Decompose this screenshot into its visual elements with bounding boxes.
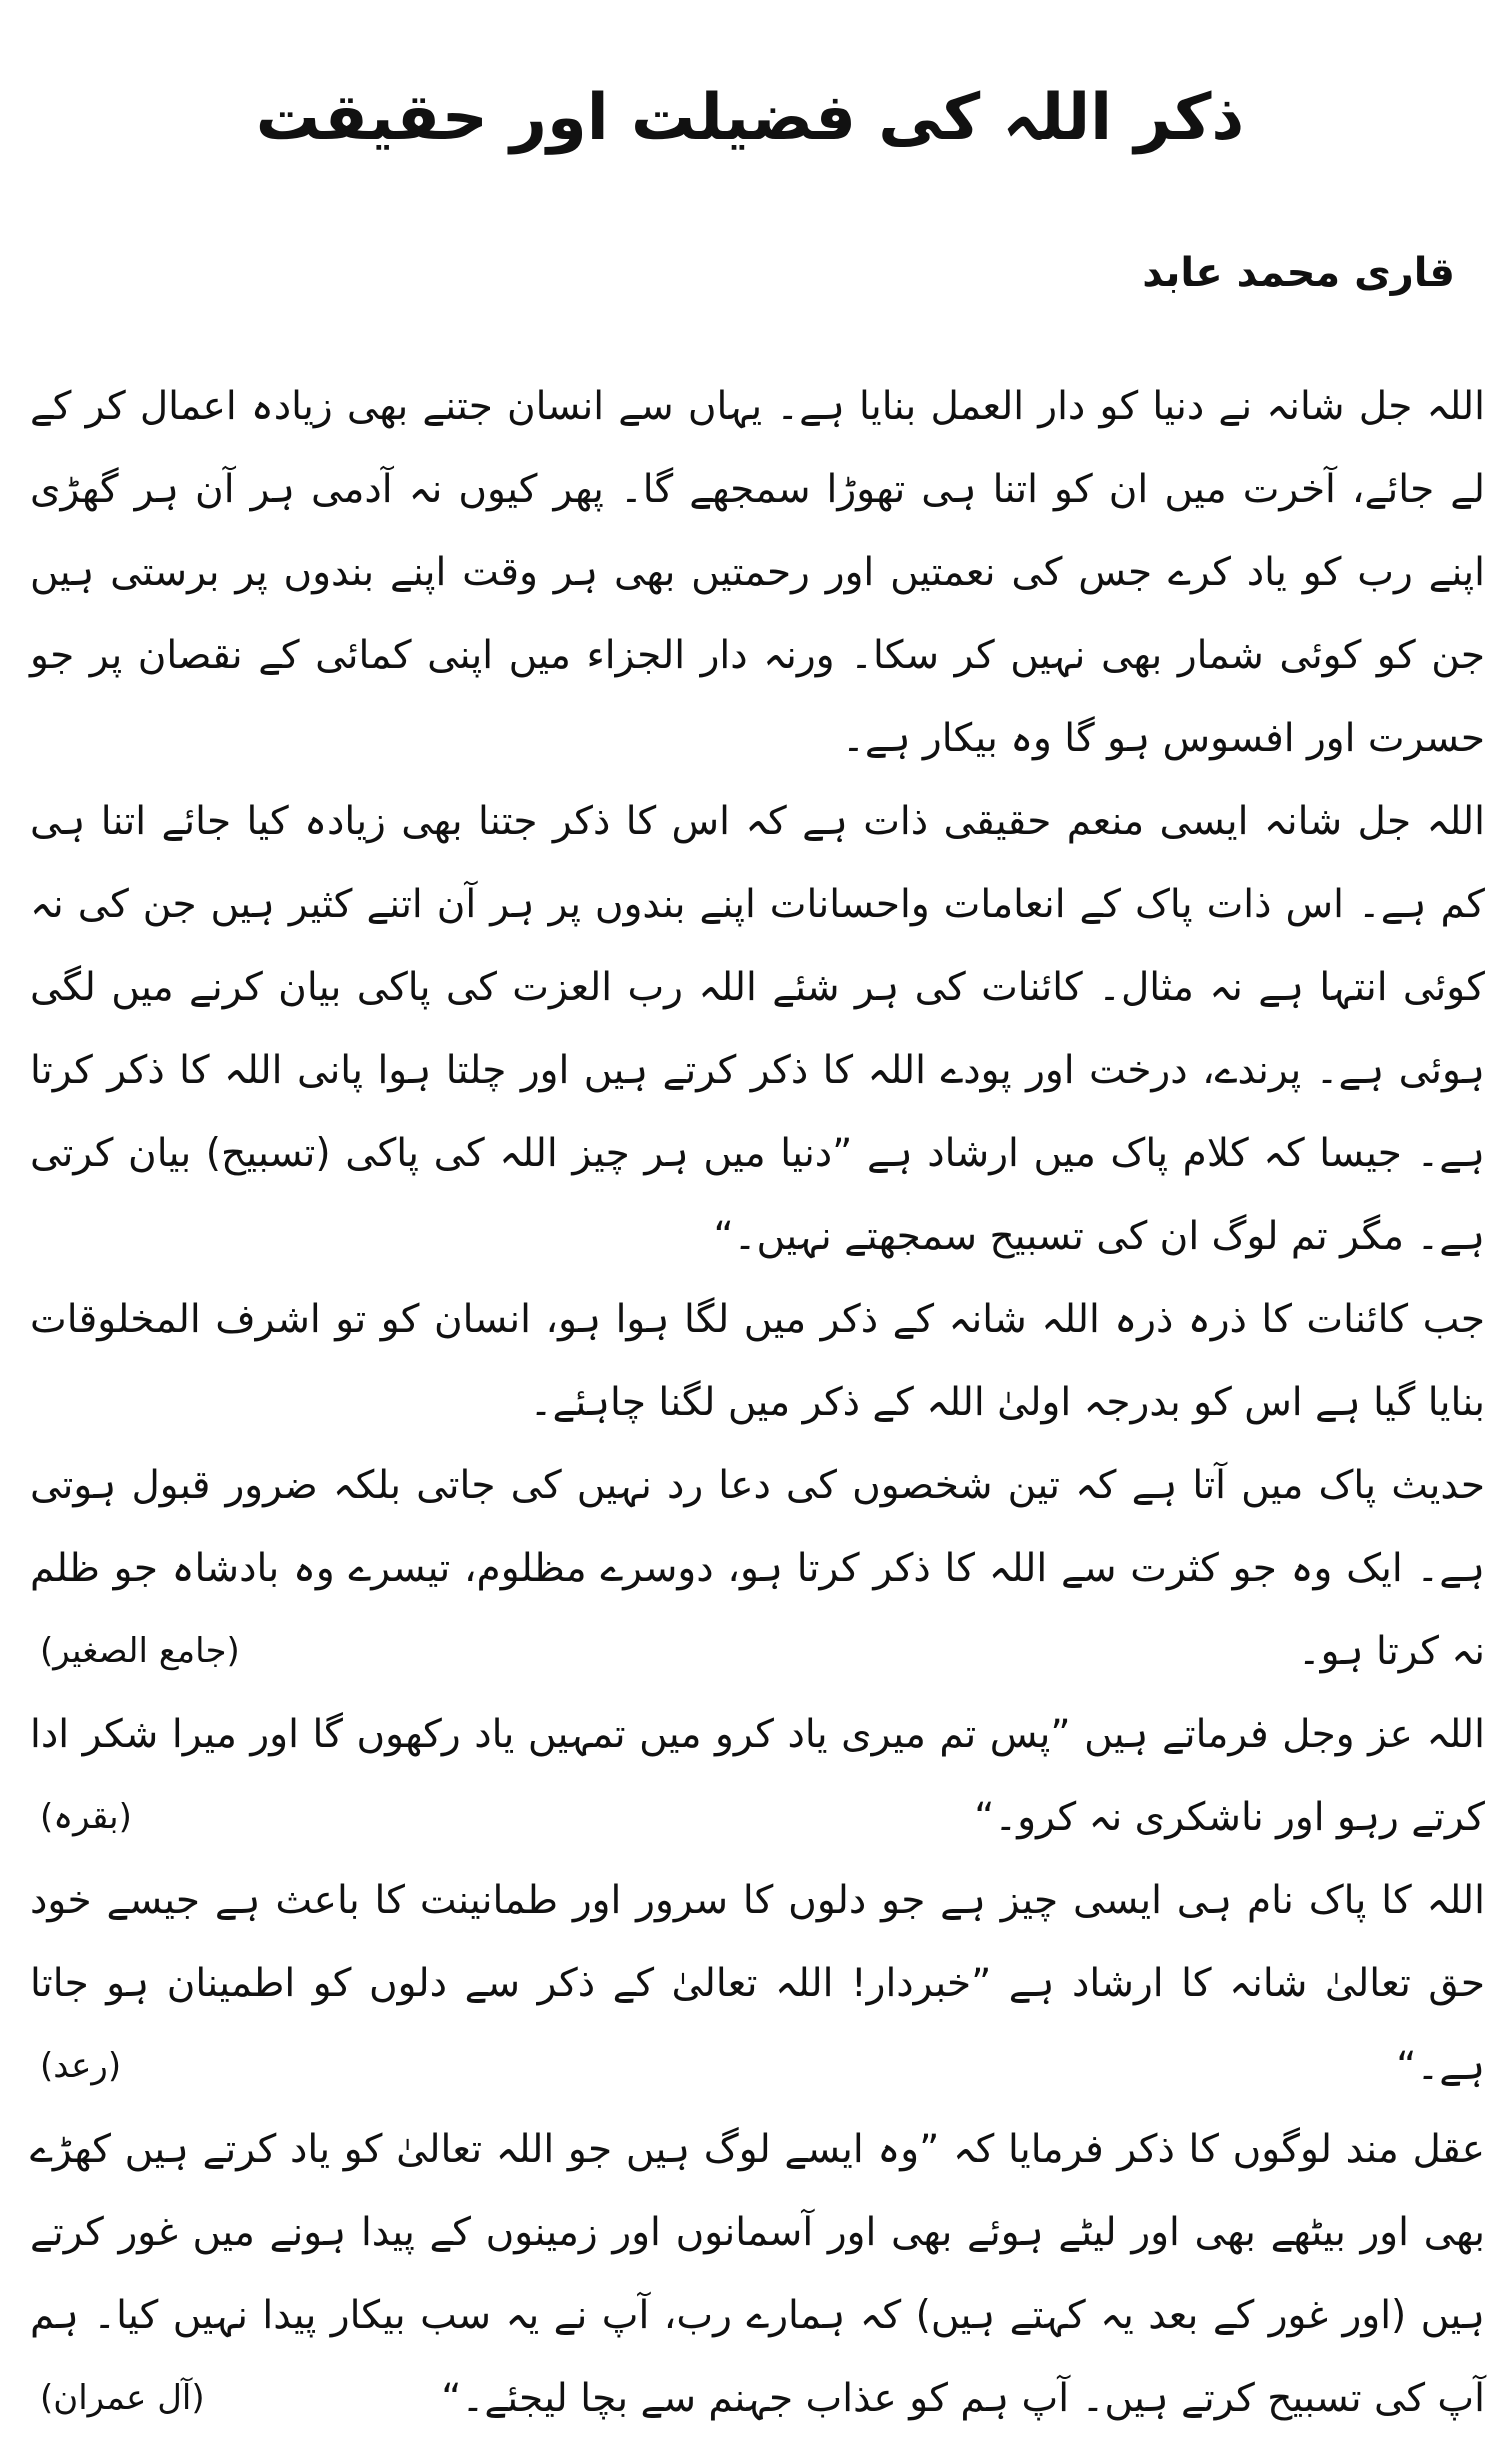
paragraph: [30, 2108, 1485, 2440]
article-title: ذکر اللہ کی فضیلت اور حقیقت: [255, 81, 1245, 155]
paragraph-text: حدیث پاک میں آتا ہے کہ تین شخصوں کی دعا رد نہیں کی جاتی بلکہ ضرور قبول ہوتی ہے۔ ایک وہ جو کثرت سے اللہ کا ذکر کرتا ہو، دوسرے مظلوم، تیسرے وہ بادشاہ جو ظلم نہ کرتا ہو۔: [30, 1463, 1485, 1674]
paragraph-text: اللہ جل شانہ نے دنیا کو دار العمل بنایا ہے۔ یہاں سے انسان جتنے بھی زیادہ اعمال کر کے لے جائے، آخرت میں ان کو اتنا ہی تھوڑا سمجھے گا۔ پھر کیوں نہ آدمی ہر آن ہر گھڑی اپنے رب کو یاد کرے جس کی نعمتیں اور رحمتیں بھی ہر وقت اپنے بندوں پر برستی ہیں جن کو کوئی شمار بھی نہیں کر سکا۔ ورنہ دار الجزاء میں اپنی کمائی کے نقصان پر جو حسرت اور افسوس ہو گا وہ بیکار ہے۔: [30, 384, 1485, 761]
citation-reference: (جامع الصغیر): [40, 1631, 240, 1671]
paragraph-text: اللہ عز وجل فرماتے ہیں ”پس تم میری یاد کرو میں تمہیں یاد رکھوں گا اور میرا شکر ادا کرتے رہو اور ناشکری نہ کرو۔“: [30, 1712, 1485, 1840]
paragraph-text: اللہ کا پاک نام ہی ایسی چیز ہے جو دلوں کا سرور اور طمانینت کا باعث ہے جیسے خود حق تعالیٰ شانہ کا ارشاد ہے ”خبردار! اللہ تعالیٰ کے ذکر سے دلوں کو اطمینان ہو جاتا ہے۔“: [30, 1878, 1485, 2089]
author-name: قاری محمد عابد: [1142, 250, 1455, 296]
paragraph-text: جب کائنات کا ذرہ ذرہ اللہ شانہ کے ذکر میں لگا ہوا ہو، انسان کو تو اشرف المخلوقات بنایا گیا ہے اس کو بدرجہ اولیٰ اللہ کے ذکر میں لگنا چاہئے۔: [30, 1297, 1485, 1425]
article-body: [30, 365, 1485, 2421]
paragraph: [30, 780, 1485, 1278]
citation-reference: (آل عمران): [40, 2378, 205, 2418]
paragraph: [30, 1278, 1485, 1444]
paragraph: [30, 1693, 1485, 1859]
paragraph: [30, 365, 1485, 780]
paragraph: [30, 1444, 1485, 1693]
paragraph-text: اللہ جل شانہ ایسی منعم حقیقی ذات ہے کہ اس کا ذکر جتنا بھی زیادہ کیا جائے اتنا ہی کم ہے۔ اس ذات پاک کے انعامات واحسانات اپنے بندوں پر ہر آن اتنے کثیر ہیں جن کی نہ کوئی انتہا ہے نہ مثال۔ کائنات کی ہر شئے اللہ رب العزت کی پاکی بیان کرنے میں لگی ہوئی ہے۔ پرندے، درخت اور پودے اللہ کا ذکر کرتے ہیں اور چلتا ہوا پانی اللہ کا ذکر کرتا ہے۔ جیسا کہ کلام پاک میں ارشاد ہے ”دنیا میں ہر چیز اللہ کی پاکی (تسبیح) بیان کرتی ہے۔ مگر تم لوگ ان کی تسبیح سمجھتے نہیں۔“: [30, 799, 1485, 1259]
paragraph: [30, 1859, 1485, 2108]
citation-reference: (بقرہ): [40, 1797, 132, 1837]
paragraph-text: عقل مند لوگوں کا ذکر فرمایا کہ ”وہ ایسے لوگ ہیں جو اللہ تعالیٰ کو یاد کرتے ہیں کھڑے بھی اور بیٹھے بھی اور لیٹے ہوئے بھی اور آسمانوں اور زمینوں کے پیدا ہونے میں غور کرتے ہیں (اور غور کے بعد یہ کہتے ہیں) کہ ہمارے رب، آپ نے یہ سب بیکار پیدا نہیں کیا۔ ہم آپ کی تسبیح کرتے ہیں۔ آپ ہم کو عذاب جہنم سے بچا لیجئے۔“: [30, 2127, 1485, 2421]
citation-reference: (رعد): [40, 2046, 122, 2086]
